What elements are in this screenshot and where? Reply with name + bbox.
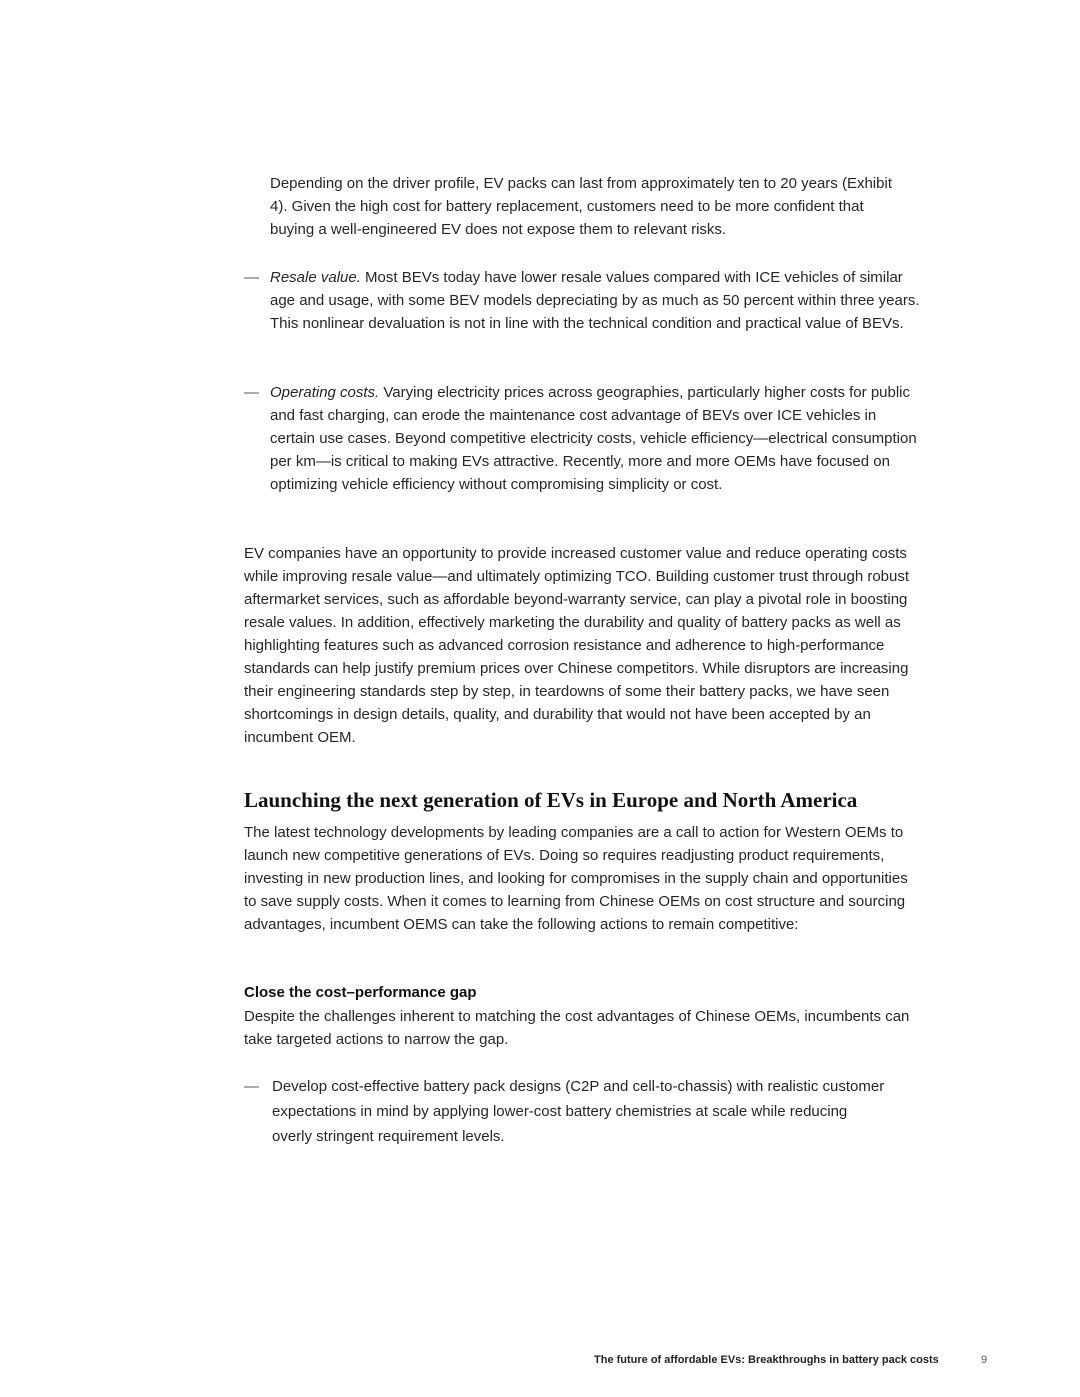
bullet-dash: — bbox=[244, 269, 259, 286]
bullet-term: Operating costs. bbox=[270, 384, 380, 401]
bullet-text: Varying electricity prices across geographies, particularly higher costs for public and fast charging, can erode the maintenance cost advantage of BEVs over ICE vehicles in certain use cases. Beyond competitive electricity costs, vehicle efficiency—electrical consumption per km—is critical to making EVs attractive. Recently, more and more OEMs have focused on optimizing vehicle efficiency without compromising simplicity or cost. bbox=[270, 384, 917, 493]
section-paragraph: The latest technology developments by leading companies are a call to action for Western OEMs to launch new competitive generations of EVs. Doing so requires readjusting product requirements, investing in new production lines, and looking for compromises in the supply chain and opportunities to save supply costs. When it comes to learning from Chinese OEMs on cost structure and sourcing advantages, incumbent OEMS can take the following actions to remain competitive: bbox=[244, 824, 908, 933]
intro-paragraph: Depending on the driver profile, EV packs can last from approximately ten to 20 years (Exhibit 4). Given the high cost for battery replacement, customers need to be more confident that buying a well-engineered EV does not expose them to relevant risks. bbox=[270, 175, 892, 238]
bullet-operating-costs bbox=[244, 381, 924, 496]
bullet-body bbox=[270, 381, 924, 496]
bullet-text: Develop cost-effective battery pack designs (C2P and cell-to-chassis) with realistic customer expectations in mind by applying lower-cost battery chemistries at scale while reducing overly stringent requirement levels. bbox=[272, 1078, 885, 1145]
footer-title: The future of affordable EVs: Breakthroughs in battery pack costs bbox=[594, 1354, 939, 1366]
body-paragraph: EV companies have an opportunity to provide increased customer value and reduce operating costs while improving resale value—and ultimately optimizing TCO. Building customer trust through robust aftermarket services, such as affordable beyond-warranty service, can play a pivotal role in boosting resale values. In addition, effectively marketing the durability and quality of battery packs as well as highlighting features such as advanced corrosion resistance and adherence to high-performance standards can help justify premium prices over Chinese competitors. While disruptors are increasing their engineering standards step by step, in teardowns of some their battery packs, we have seen shortcomings in design details, quality, and durability that would not have been accepted by an incumbent OEM. bbox=[244, 545, 910, 746]
bullet-dash: — bbox=[244, 384, 259, 401]
bullet-dash: — bbox=[244, 1078, 259, 1095]
bullet-battery-designs bbox=[244, 1074, 924, 1149]
subsection-heading: Close the cost–performance gap bbox=[244, 984, 477, 1001]
page-number: 9 bbox=[981, 1354, 988, 1366]
bullet-body bbox=[270, 266, 924, 335]
bullet-text: Most BEVs today have lower resale values compared with ICE vehicles of similar age and usage, with some BEV models depreciating by as much as 50 percent within three years. This nonlinear devaluation is not in line with the technical condition and practical value of BEVs. bbox=[270, 269, 920, 332]
bullet-resale-value bbox=[244, 266, 924, 335]
subsection-paragraph: Despite the challenges inherent to matching the cost advantages of Chinese OEMs, incumbents can take targeted actions to narrow the gap. bbox=[244, 1008, 910, 1048]
bullet-term: Resale value. bbox=[270, 269, 361, 286]
section-heading: Launching the next generation of EVs in Europe and North America bbox=[244, 788, 858, 812]
